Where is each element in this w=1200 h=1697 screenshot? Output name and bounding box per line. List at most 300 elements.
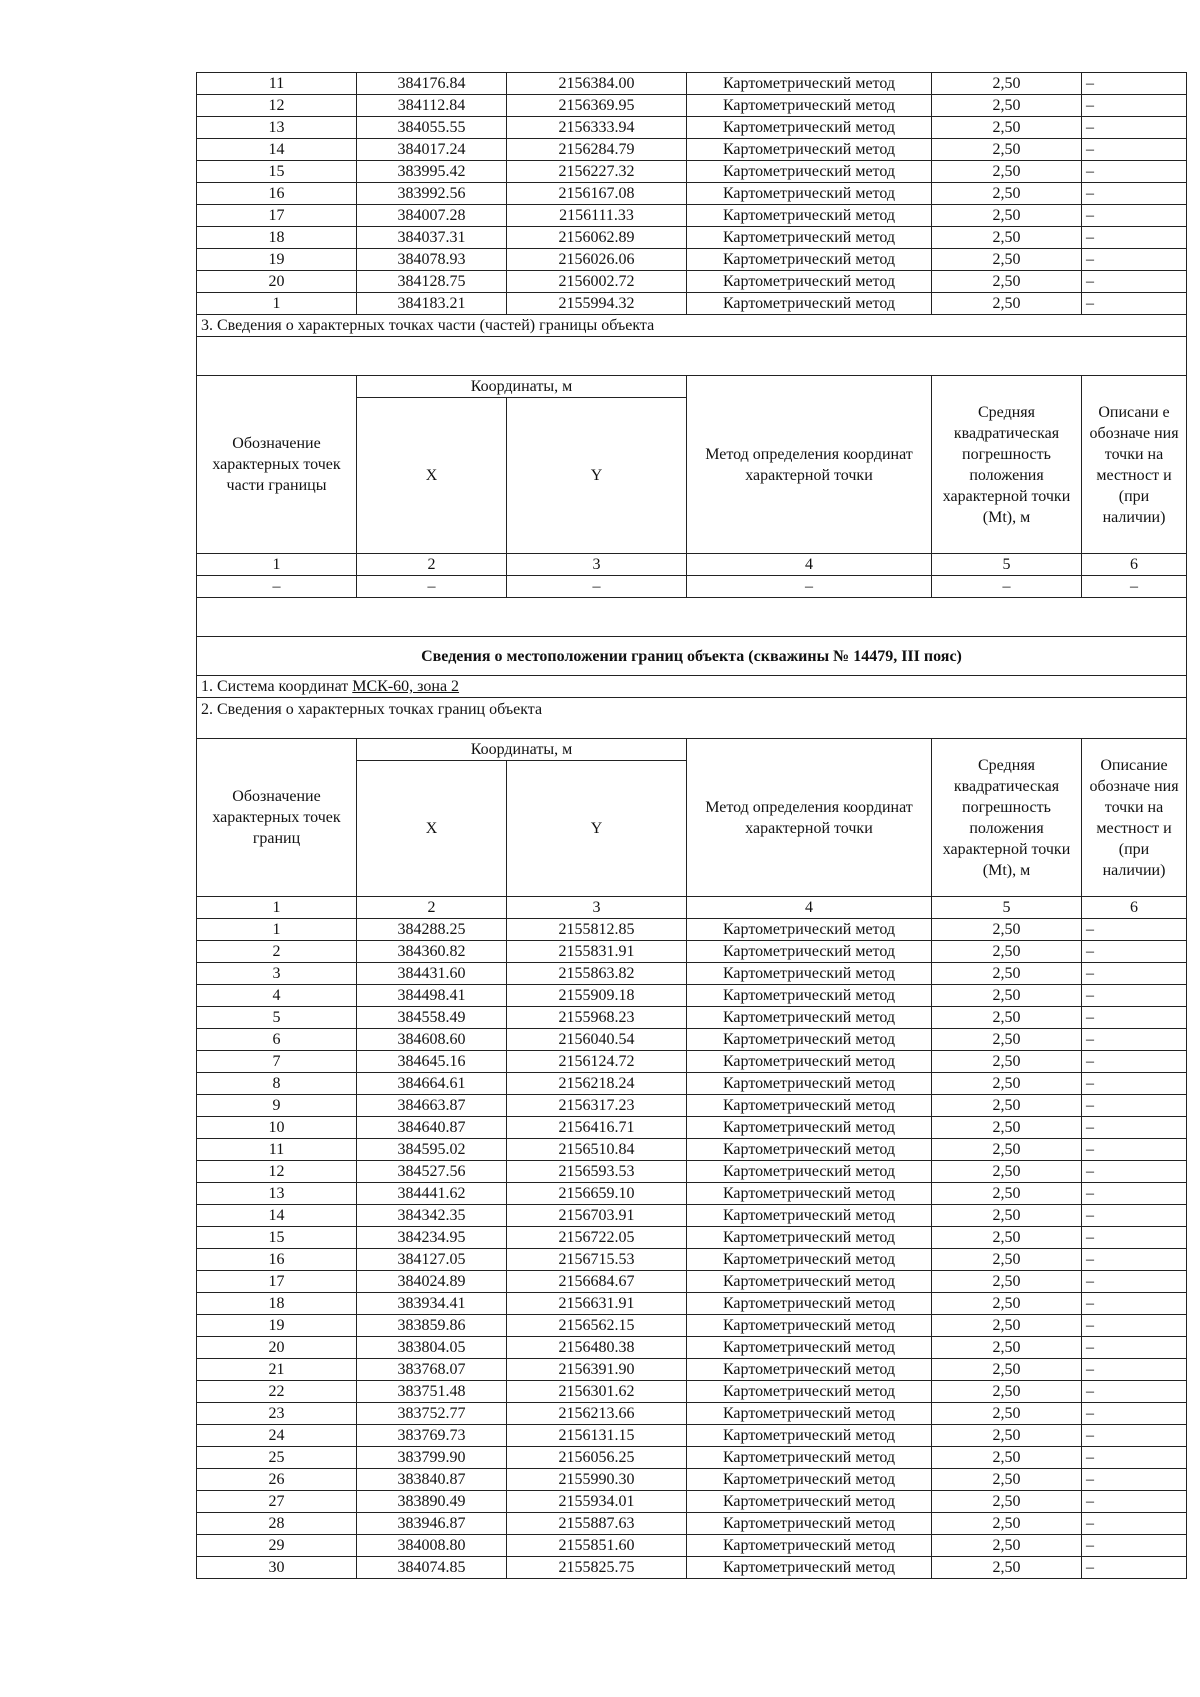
y-coordinate-cell: 2156562.15 xyxy=(507,1315,687,1337)
table-row xyxy=(197,919,1187,941)
x-coordinate-cell: 383840.87 xyxy=(357,1469,507,1491)
method-cell: Картометрический метод xyxy=(687,1095,932,1117)
spacer-row xyxy=(197,598,1187,637)
document-page xyxy=(196,72,1186,1579)
table-row xyxy=(197,249,1187,271)
description-cell: – xyxy=(1082,1051,1187,1073)
x-coordinate-cell: 383752.77 xyxy=(357,1403,507,1425)
table-row xyxy=(197,139,1187,161)
x-coordinate-cell: 383995.42 xyxy=(357,161,507,183)
point-number-cell: 15 xyxy=(197,161,357,183)
x-coordinate-cell: 384608.60 xyxy=(357,1029,507,1051)
method-cell: Картометрический метод xyxy=(687,73,932,95)
point-number-cell: 6 xyxy=(197,1029,357,1051)
table-row xyxy=(197,1205,1187,1227)
y-coordinate-cell: 2156213.66 xyxy=(507,1403,687,1425)
table-row xyxy=(197,161,1187,183)
method-cell: Картометрический метод xyxy=(687,1557,932,1579)
table-row xyxy=(197,963,1187,985)
section3-empty-cell: – xyxy=(197,576,357,598)
error-cell: 2,50 xyxy=(932,1073,1082,1095)
description-cell: – xyxy=(1082,293,1187,315)
description-cell: – xyxy=(1082,73,1187,95)
point-number-cell: 25 xyxy=(197,1447,357,1469)
section3-description-header: Описани е обозначе ния точки на местност и (при наличии) xyxy=(1082,376,1187,554)
table-row xyxy=(197,1227,1187,1249)
table-row xyxy=(197,1073,1187,1095)
y-coordinate-cell: 2155990.30 xyxy=(507,1469,687,1491)
y-coordinate-cell: 2155968.23 xyxy=(507,1007,687,1029)
point-number-cell: 12 xyxy=(197,95,357,117)
method-cell: Картометрический метод xyxy=(687,249,932,271)
description-cell: – xyxy=(1082,1447,1187,1469)
y-coordinate-cell: 2155887.63 xyxy=(507,1513,687,1535)
method-cell: Картометрический метод xyxy=(687,205,932,227)
error-cell: 2,50 xyxy=(932,1051,1082,1073)
section2-error-header: Средняя квадратическая погрешность положения характерной точки (Mt), м xyxy=(932,739,1082,897)
y-coordinate-cell: 2156111.33 xyxy=(507,205,687,227)
y-coordinate-cell: 2156131.15 xyxy=(507,1425,687,1447)
description-cell: – xyxy=(1082,1249,1187,1271)
x-coordinate-cell: 383890.49 xyxy=(357,1491,507,1513)
error-cell: 2,50 xyxy=(932,1403,1082,1425)
x-coordinate-cell: 384558.49 xyxy=(357,1007,507,1029)
method-cell: Картометрический метод xyxy=(687,1535,932,1557)
point-number-cell: 16 xyxy=(197,183,357,205)
y-coordinate-cell: 2156510.84 xyxy=(507,1139,687,1161)
section3-col-number: 6 xyxy=(1082,554,1187,576)
description-cell: – xyxy=(1082,1117,1187,1139)
x-coordinate-cell: 384595.02 xyxy=(357,1139,507,1161)
error-cell: 2,50 xyxy=(932,1029,1082,1051)
table-row xyxy=(197,183,1187,205)
table-row xyxy=(197,1491,1187,1513)
section3-empty-cell: – xyxy=(932,576,1082,598)
method-cell: Картометрический метод xyxy=(687,117,932,139)
point-number-cell: 17 xyxy=(197,205,357,227)
section2-col-number: 2 xyxy=(357,897,507,919)
error-cell: 2,50 xyxy=(932,1447,1082,1469)
method-cell: Картометрический метод xyxy=(687,1139,932,1161)
description-cell: – xyxy=(1082,1205,1187,1227)
description-cell: – xyxy=(1082,963,1187,985)
coordinates-table xyxy=(196,72,1187,1579)
table-row xyxy=(197,1337,1187,1359)
point-number-cell: 5 xyxy=(197,1007,357,1029)
error-cell: 2,50 xyxy=(932,1183,1082,1205)
method-cell: Картометрический метод xyxy=(687,227,932,249)
point-number-cell: 20 xyxy=(197,271,357,293)
method-cell: Картометрический метод xyxy=(687,1491,932,1513)
x-coordinate-cell: 384128.75 xyxy=(357,271,507,293)
error-cell: 2,50 xyxy=(932,293,1082,315)
x-coordinate-cell: 384663.87 xyxy=(357,1095,507,1117)
error-cell: 2,50 xyxy=(932,1359,1082,1381)
description-cell: – xyxy=(1082,941,1187,963)
bottom-rows-group xyxy=(197,919,1187,1579)
section2-designation-header: Обозначение характерных точек границ xyxy=(197,739,357,897)
error-cell: 2,50 xyxy=(932,1249,1082,1271)
section3-empty-cell: – xyxy=(357,576,507,598)
point-number-cell: 22 xyxy=(197,1381,357,1403)
section2-y-header: Y xyxy=(507,761,687,897)
points-title: 2. Сведения о характерных точках границ объекта xyxy=(197,698,1187,739)
point-number-cell: 3 xyxy=(197,963,357,985)
y-coordinate-cell: 2155825.75 xyxy=(507,1557,687,1579)
error-cell: 2,50 xyxy=(932,139,1082,161)
error-cell: 2,50 xyxy=(932,227,1082,249)
table-row xyxy=(197,293,1187,315)
method-cell: Картометрический метод xyxy=(687,95,932,117)
y-coordinate-cell: 2155934.01 xyxy=(507,1491,687,1513)
error-cell: 2,50 xyxy=(932,1117,1082,1139)
method-cell: Картометрический метод xyxy=(687,1271,932,1293)
section3-empty-cell: – xyxy=(687,576,932,598)
error-cell: 2,50 xyxy=(932,95,1082,117)
section2-col-number: 1 xyxy=(197,897,357,919)
y-coordinate-cell: 2156715.53 xyxy=(507,1249,687,1271)
point-number-cell: 21 xyxy=(197,1359,357,1381)
table-row xyxy=(197,1007,1187,1029)
section3-col-number: 5 xyxy=(932,554,1082,576)
x-coordinate-cell: 383769.73 xyxy=(357,1425,507,1447)
x-coordinate-cell: 384498.41 xyxy=(357,985,507,1007)
y-coordinate-cell: 2155863.82 xyxy=(507,963,687,985)
x-coordinate-cell: 384664.61 xyxy=(357,1073,507,1095)
table-row xyxy=(197,1425,1187,1447)
error-cell: 2,50 xyxy=(932,941,1082,963)
error-cell: 2,50 xyxy=(932,1205,1082,1227)
description-cell: – xyxy=(1082,1029,1187,1051)
description-cell: – xyxy=(1082,227,1187,249)
section2-description-header: Описание обозначе ния точки на местност и (при наличии) xyxy=(1082,739,1187,897)
method-cell: Картометрический метод xyxy=(687,1337,932,1359)
table-row xyxy=(197,1051,1187,1073)
point-number-cell: 29 xyxy=(197,1535,357,1557)
coordinate-system-value: МСК-60, зона 2 xyxy=(352,678,460,695)
y-coordinate-cell: 2156369.95 xyxy=(507,95,687,117)
error-cell: 2,50 xyxy=(932,1491,1082,1513)
table-row xyxy=(197,1469,1187,1491)
method-cell: Картометрический метод xyxy=(687,1403,932,1425)
method-cell: Картометрический метод xyxy=(687,941,932,963)
x-coordinate-cell: 384645.16 xyxy=(357,1051,507,1073)
method-cell: Картометрический метод xyxy=(687,1513,932,1535)
y-coordinate-cell: 2156391.90 xyxy=(507,1359,687,1381)
section3-coords-header: Координаты, м xyxy=(357,376,687,398)
y-coordinate-cell: 2156659.10 xyxy=(507,1183,687,1205)
point-number-cell: 28 xyxy=(197,1513,357,1535)
x-coordinate-cell: 384360.82 xyxy=(357,941,507,963)
y-coordinate-cell: 2155831.91 xyxy=(507,941,687,963)
table-row xyxy=(197,1271,1187,1293)
method-cell: Картометрический метод xyxy=(687,1249,932,1271)
method-cell: Картометрический метод xyxy=(687,1117,932,1139)
table-row xyxy=(197,1249,1187,1271)
top-rows-group xyxy=(197,73,1187,315)
x-coordinate-cell: 384007.28 xyxy=(357,205,507,227)
section3-empty-cell: – xyxy=(507,576,687,598)
description-cell: – xyxy=(1082,1293,1187,1315)
point-number-cell: 14 xyxy=(197,139,357,161)
table-row xyxy=(197,95,1187,117)
description-cell: – xyxy=(1082,1315,1187,1337)
error-cell: 2,50 xyxy=(932,985,1082,1007)
description-cell: – xyxy=(1082,1359,1187,1381)
x-coordinate-cell: 383992.56 xyxy=(357,183,507,205)
section3-designation-header: Обозначение характерных точек части границы xyxy=(197,376,357,554)
description-cell: – xyxy=(1082,1337,1187,1359)
table-row xyxy=(197,1293,1187,1315)
table-row xyxy=(197,1513,1187,1535)
method-cell: Картометрический метод xyxy=(687,1315,932,1337)
description-cell: – xyxy=(1082,1073,1187,1095)
y-coordinate-cell: 2156722.05 xyxy=(507,1227,687,1249)
error-cell: 2,50 xyxy=(932,1293,1082,1315)
method-cell: Картометрический метод xyxy=(687,161,932,183)
x-coordinate-cell: 384527.56 xyxy=(357,1161,507,1183)
error-cell: 2,50 xyxy=(932,1271,1082,1293)
description-cell: – xyxy=(1082,1491,1187,1513)
method-cell: Картометрический метод xyxy=(687,1161,932,1183)
description-cell: – xyxy=(1082,1425,1187,1447)
section3-col-number: 3 xyxy=(507,554,687,576)
x-coordinate-cell: 383934.41 xyxy=(357,1293,507,1315)
error-cell: 2,50 xyxy=(932,249,1082,271)
method-cell: Картометрический метод xyxy=(687,183,932,205)
error-cell: 2,50 xyxy=(932,963,1082,985)
section3-empty-cell: – xyxy=(1082,576,1187,598)
y-coordinate-cell: 2156416.71 xyxy=(507,1117,687,1139)
method-cell: Картометрический метод xyxy=(687,293,932,315)
x-coordinate-cell: 384074.85 xyxy=(357,1557,507,1579)
y-coordinate-cell: 2156480.38 xyxy=(507,1337,687,1359)
x-coordinate-cell: 384127.05 xyxy=(357,1249,507,1271)
x-coordinate-cell: 384441.62 xyxy=(357,1183,507,1205)
error-cell: 2,50 xyxy=(932,117,1082,139)
error-cell: 2,50 xyxy=(932,205,1082,227)
x-coordinate-cell: 384078.93 xyxy=(357,249,507,271)
x-coordinate-cell: 384183.21 xyxy=(357,293,507,315)
table-row xyxy=(197,1359,1187,1381)
x-coordinate-cell: 384017.24 xyxy=(357,139,507,161)
y-coordinate-cell: 2156227.32 xyxy=(507,161,687,183)
spacer-row xyxy=(197,337,1187,376)
y-coordinate-cell: 2156384.00 xyxy=(507,73,687,95)
section2-col-number: 3 xyxy=(507,897,687,919)
table-row xyxy=(197,1557,1187,1579)
description-cell: – xyxy=(1082,1557,1187,1579)
table-row xyxy=(197,117,1187,139)
error-cell: 2,50 xyxy=(932,1337,1082,1359)
method-cell: Картометрический метод xyxy=(687,271,932,293)
y-coordinate-cell: 2156002.72 xyxy=(507,271,687,293)
x-coordinate-cell: 384008.80 xyxy=(357,1535,507,1557)
y-coordinate-cell: 2156703.91 xyxy=(507,1205,687,1227)
x-coordinate-cell: 383799.90 xyxy=(357,1447,507,1469)
point-number-cell: 27 xyxy=(197,1491,357,1513)
error-cell: 2,50 xyxy=(932,1227,1082,1249)
y-coordinate-cell: 2156218.24 xyxy=(507,1073,687,1095)
x-coordinate-cell: 383946.87 xyxy=(357,1513,507,1535)
table-row xyxy=(197,73,1187,95)
error-cell: 2,50 xyxy=(932,1425,1082,1447)
description-cell: – xyxy=(1082,1469,1187,1491)
error-cell: 2,50 xyxy=(932,1161,1082,1183)
x-coordinate-cell: 383804.05 xyxy=(357,1337,507,1359)
table-row xyxy=(197,1183,1187,1205)
coordinate-system-label: 1. Система координат xyxy=(201,678,353,695)
x-coordinate-cell: 383768.07 xyxy=(357,1359,507,1381)
x-coordinate-cell: 384037.31 xyxy=(357,227,507,249)
point-number-cell: 2 xyxy=(197,941,357,963)
section2-col-number: 4 xyxy=(687,897,932,919)
error-cell: 2,50 xyxy=(932,161,1082,183)
section3-method-header: Метод определения координат характерной точки xyxy=(687,376,932,554)
point-number-cell: 17 xyxy=(197,1271,357,1293)
section2-col-number: 6 xyxy=(1082,897,1187,919)
description-cell: – xyxy=(1082,1007,1187,1029)
point-number-cell: 1 xyxy=(197,293,357,315)
table-row xyxy=(197,205,1187,227)
point-number-cell: 9 xyxy=(197,1095,357,1117)
description-cell: – xyxy=(1082,985,1187,1007)
x-coordinate-cell: 383859.86 xyxy=(357,1315,507,1337)
table-row xyxy=(197,941,1187,963)
x-coordinate-cell: 384234.95 xyxy=(357,1227,507,1249)
y-coordinate-cell: 2155994.32 xyxy=(507,293,687,315)
table-row xyxy=(197,1381,1187,1403)
y-coordinate-cell: 2156301.62 xyxy=(507,1381,687,1403)
table-row xyxy=(197,1161,1187,1183)
x-coordinate-cell: 384640.87 xyxy=(357,1117,507,1139)
method-cell: Картометрический метод xyxy=(687,1381,932,1403)
table-row xyxy=(197,1447,1187,1469)
y-coordinate-cell: 2156124.72 xyxy=(507,1051,687,1073)
point-number-cell: 18 xyxy=(197,1293,357,1315)
x-coordinate-cell: 384342.35 xyxy=(357,1205,507,1227)
error-cell: 2,50 xyxy=(932,1513,1082,1535)
method-cell: Картометрический метод xyxy=(687,1007,932,1029)
error-cell: 2,50 xyxy=(932,183,1082,205)
method-cell: Картометрический метод xyxy=(687,1073,932,1095)
location-title: Сведения о местоположении границ объекта (скважины № 14479, III пояс) xyxy=(197,637,1187,676)
description-cell: – xyxy=(1082,1095,1187,1117)
x-coordinate-cell: 384112.84 xyxy=(357,95,507,117)
point-number-cell: 13 xyxy=(197,1183,357,1205)
description-cell: – xyxy=(1082,139,1187,161)
method-cell: Картометрический метод xyxy=(687,1205,932,1227)
y-coordinate-cell: 2156631.91 xyxy=(507,1293,687,1315)
description-cell: – xyxy=(1082,95,1187,117)
y-coordinate-cell: 2155909.18 xyxy=(507,985,687,1007)
description-cell: – xyxy=(1082,1227,1187,1249)
table-row xyxy=(197,1403,1187,1425)
y-coordinate-cell: 2155812.85 xyxy=(507,919,687,941)
point-number-cell: 4 xyxy=(197,985,357,1007)
y-coordinate-cell: 2156284.79 xyxy=(507,139,687,161)
error-cell: 2,50 xyxy=(932,1469,1082,1491)
x-coordinate-cell: 384176.84 xyxy=(357,73,507,95)
point-number-cell: 18 xyxy=(197,227,357,249)
method-cell: Картометрический метод xyxy=(687,919,932,941)
section2-x-header: X xyxy=(357,761,507,897)
method-cell: Картометрический метод xyxy=(687,1183,932,1205)
point-number-cell: 13 xyxy=(197,117,357,139)
method-cell: Картометрический метод xyxy=(687,963,932,985)
x-coordinate-cell: 384431.60 xyxy=(357,963,507,985)
method-cell: Картометрический метод xyxy=(687,985,932,1007)
point-number-cell: 12 xyxy=(197,1161,357,1183)
y-coordinate-cell: 2156317.23 xyxy=(507,1095,687,1117)
error-cell: 2,50 xyxy=(932,73,1082,95)
point-number-cell: 26 xyxy=(197,1469,357,1491)
y-coordinate-cell: 2156684.67 xyxy=(507,1271,687,1293)
table-row xyxy=(197,271,1187,293)
error-cell: 2,50 xyxy=(932,919,1082,941)
x-coordinate-cell: 384288.25 xyxy=(357,919,507,941)
error-cell: 2,50 xyxy=(932,1557,1082,1579)
section2-coords-header: Координаты, м xyxy=(357,739,687,761)
table-row xyxy=(197,1139,1187,1161)
table-row xyxy=(197,227,1187,249)
point-number-cell: 8 xyxy=(197,1073,357,1095)
description-cell: – xyxy=(1082,271,1187,293)
section3-y-header: Y xyxy=(507,398,687,554)
table-row xyxy=(197,1095,1187,1117)
section3-col-number: 2 xyxy=(357,554,507,576)
error-cell: 2,50 xyxy=(932,1535,1082,1557)
point-number-cell: 20 xyxy=(197,1337,357,1359)
method-cell: Картометрический метод xyxy=(687,1029,932,1051)
coordinate-system-line xyxy=(197,676,1187,698)
point-number-cell: 16 xyxy=(197,1249,357,1271)
x-coordinate-cell: 383751.48 xyxy=(357,1381,507,1403)
section2-col-number: 5 xyxy=(932,897,1082,919)
method-cell: Картометрический метод xyxy=(687,1425,932,1447)
table-row xyxy=(197,1117,1187,1139)
point-number-cell: 15 xyxy=(197,1227,357,1249)
error-cell: 2,50 xyxy=(932,1007,1082,1029)
description-cell: – xyxy=(1082,1161,1187,1183)
point-number-cell: 11 xyxy=(197,73,357,95)
method-cell: Картометрический метод xyxy=(687,1447,932,1469)
x-coordinate-cell: 384055.55 xyxy=(357,117,507,139)
method-cell: Картометрический метод xyxy=(687,1469,932,1491)
method-cell: Картометрический метод xyxy=(687,1293,932,1315)
method-cell: Картометрический метод xyxy=(687,1051,932,1073)
table-row xyxy=(197,1535,1187,1557)
description-cell: – xyxy=(1082,1271,1187,1293)
error-cell: 2,50 xyxy=(932,1315,1082,1337)
method-cell: Картометрический метод xyxy=(687,1359,932,1381)
point-number-cell: 7 xyxy=(197,1051,357,1073)
description-cell: – xyxy=(1082,1513,1187,1535)
section3-error-header: Средняя квадратическая погрешность положения характерной точки (Mt), м xyxy=(932,376,1082,554)
point-number-cell: 30 xyxy=(197,1557,357,1579)
error-cell: 2,50 xyxy=(932,271,1082,293)
y-coordinate-cell: 2156040.54 xyxy=(507,1029,687,1051)
description-cell: – xyxy=(1082,1381,1187,1403)
y-coordinate-cell: 2156062.89 xyxy=(507,227,687,249)
y-coordinate-cell: 2156167.08 xyxy=(507,183,687,205)
y-coordinate-cell: 2156056.25 xyxy=(507,1447,687,1469)
point-number-cell: 19 xyxy=(197,249,357,271)
table-row xyxy=(197,1029,1187,1051)
error-cell: 2,50 xyxy=(932,1139,1082,1161)
description-cell: – xyxy=(1082,117,1187,139)
method-cell: Картометрический метод xyxy=(687,1227,932,1249)
